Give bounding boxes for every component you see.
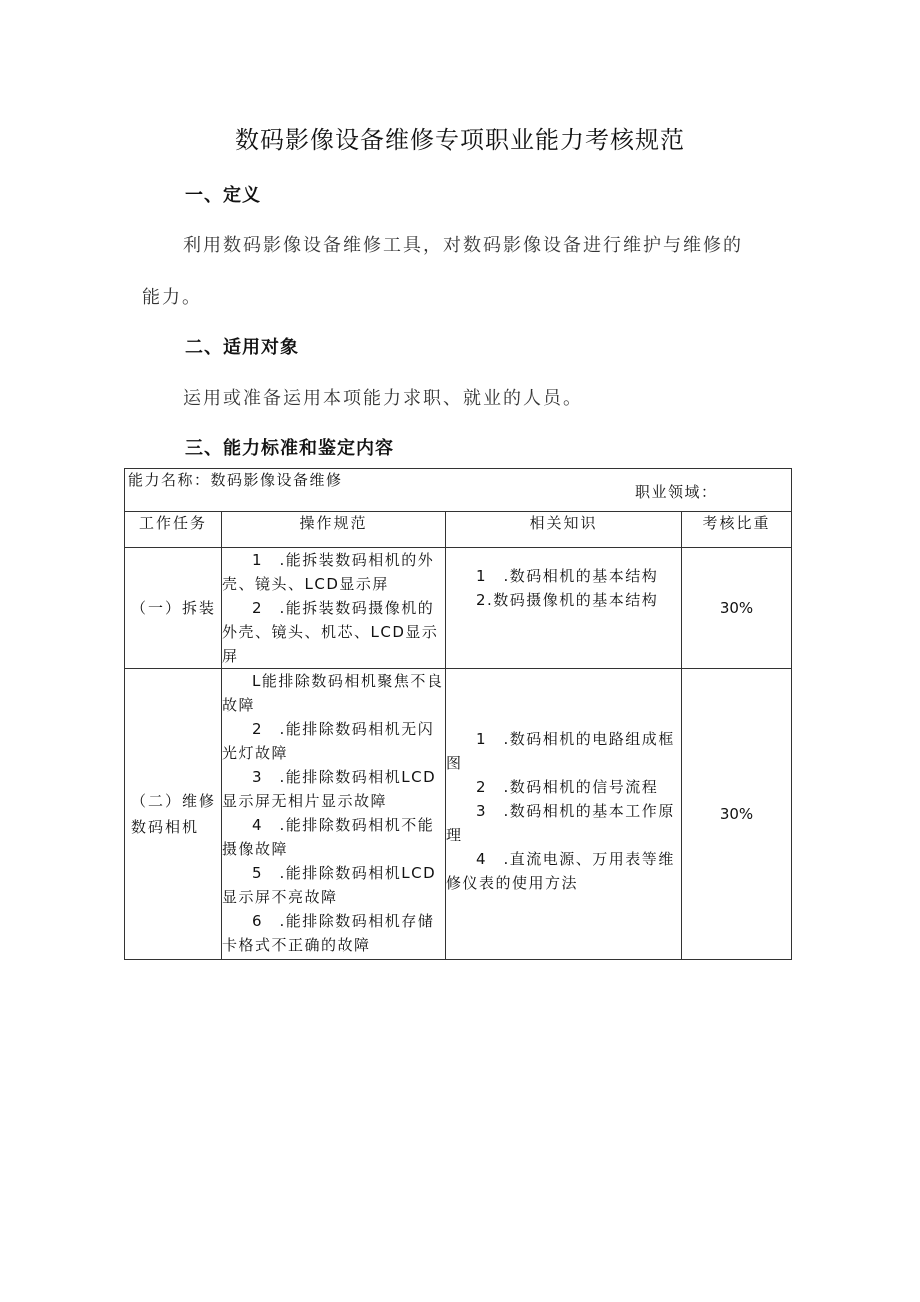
occupation-field-label: 职业领域： [635,483,718,501]
column-header-knowledge: 相关知识 [446,512,682,548]
table-row [125,548,792,669]
ability-table [124,468,792,960]
knowledge-cell [446,669,682,960]
definition-text-line1: 利用数码影像设备维修工具，对数码影像设备进行维护与维修的 [183,235,743,256]
task-cell: （二）维修数码相机 [125,669,222,960]
section-heading-target: 二、适用对象 [185,337,299,358]
column-header-operation: 操作规范 [222,512,446,548]
operation-item: 3 .能排除数码相机LCD显示屏无相片显示故障 [222,768,437,810]
weight-cell: 30% [682,548,792,669]
document-title: 数码影像设备维修专项职业能力考核规范 [235,126,685,154]
table-row [125,669,792,960]
target-text: 运用或准备运用本项能力求职、就业的人员。 [183,388,583,409]
section-heading-standards: 三、能力标准和鉴定内容 [185,438,394,459]
operation-item: 2 .能拆装数码摄像机的外壳、镜头、机芯、LCD显示屏 [222,599,439,665]
operation-item: 6 .能排除数码相机存储卡格式不正确的故障 [222,912,435,954]
knowledge-item: 1 .数码相机的电路组成框图 [446,730,675,772]
column-header-weight: 考核比重 [682,512,792,548]
knowledge-item: 4 .直流电源、万用表等维修仪表的使用方法 [446,850,675,892]
knowledge-item: 2.数码摄像机的基本结构 [476,591,659,609]
operation-item: 4 .能排除数码相机不能摄像故障 [222,816,435,858]
knowledge-cell [446,548,682,669]
task-cell: （一）拆装 [125,548,222,669]
operation-cell [222,669,446,960]
operation-item: L能排除数码相机聚焦不良故障 [222,672,444,714]
weight-cell: 30% [682,669,792,960]
knowledge-item: 3 .数码相机的基本工作原理 [446,802,675,844]
knowledge-item: 1 .数码相机的基本结构 [476,567,659,585]
section-heading-definition: 一、定义 [185,185,261,206]
ability-name: 能力名称：数码影像设备维修 [128,471,343,489]
definition-text-line2: 能力。 [142,287,202,308]
operation-item: 1 .能拆装数码相机的外壳、镜头、LCD显示屏 [222,551,435,593]
ability-header-cell [125,469,792,512]
operation-item: 2 .能排除数码相机无闪光灯故障 [222,720,435,762]
operation-item: 5 .能排除数码相机LCD显示屏不亮故障 [222,864,437,906]
column-header-task: 工作任务 [125,512,222,548]
knowledge-item: 2 .数码相机的信号流程 [476,778,659,796]
operation-cell [222,548,446,669]
